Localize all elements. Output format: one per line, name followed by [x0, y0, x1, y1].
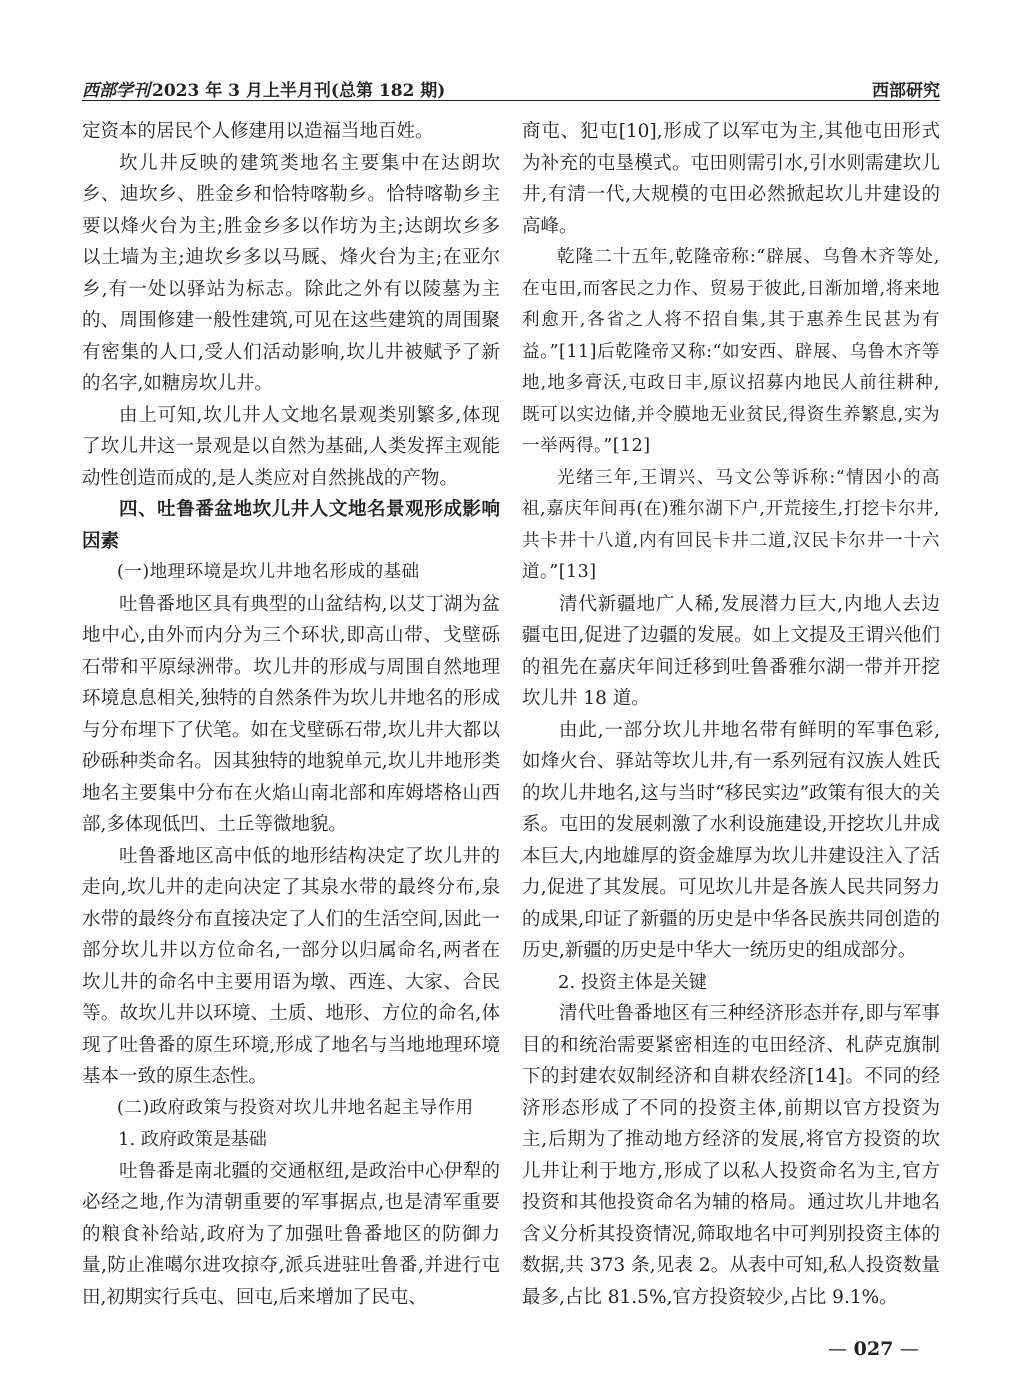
page-number-block: [828, 1338, 919, 1360]
dash-right: —: [899, 1338, 919, 1360]
journal-logo: 西部学刊: [82, 81, 150, 101]
page-number: 027: [853, 1338, 894, 1360]
left-column: [82, 116, 500, 1313]
paragraph: 由此,一部分坎儿井地名带有鲜明的军事色彩,如烽火台、驿站等坎儿井,有一系列冠有汉族人姓氏的坎儿井地名,这与当时“移民实边”政策有很大的关系。屯田的发展刺激了水利设施建设,开挖坎儿井成本巨大,内地雄厚的资金雄厚为坎儿井建设注入了活力,促进了其发展。可见坎儿井是各族人民共同努力的成果,印证了新疆的历史是中华各民族共同创造的历史,新疆的历史是中华大一统历史的组成部分。: [522, 719, 940, 961]
section-name: 西部研究: [872, 81, 940, 101]
paragraph: 定资本的居民个人修建用以造福当地百姓。: [82, 121, 434, 142]
item-heading: 1. 政府政策是基础: [118, 1129, 267, 1150]
journal-info: [82, 76, 445, 101]
paragraph: 吐鲁番地区具有典型的山盆结构,以艾丁湖为盆地中心,由外而内分为三个环状,即高山带、戈壁砾石带和平原绿洲带。坎儿井的形成与周围自然地理环境息息相关,独特的自然条件为坎儿井地名的形成与分布埋下了伏笔。如在戈壁砾石带,坎儿井大都以砂砾种类命名。因其独特的地貌单元,坎儿井地形类地名主要集中分布在火焰山南北部和库姆塔格山西部,多体现低凹、土丘等微地貌。: [82, 593, 500, 835]
page-header: [82, 72, 940, 102]
paragraph: 坎儿井反映的建筑类地名主要集中在达朗坎乡、迪坎乡、胜金乡和恰特喀勒乡。恰特喀勒乡主要以烽火台为主;胜金乡多以作坊为主;达朗坎乡多以土墙为主;迪坎乡多以马厩、烽火台为主;在亚尔乡,有一处以驿站为标志。除此之外有以陵墓为主的、周围修建一般性建筑,可见在这些建筑的周围聚有密集的人口,受人们活动影响,坎儿井被赋予了新的名字,如糖房坎儿井。: [82, 152, 500, 394]
header-rule: [82, 100, 940, 101]
paragraph: 清代新疆地广人稀,发展潜力巨大,内地人去边疆屯田,促进了边疆的发展。如上文提及王谓兴他们的祖先在嘉庆年间迁移到吐鲁番雅尔湖一带并开挖坎儿井 18 道。: [522, 593, 940, 709]
paragraph: 吐鲁番是南北疆的交通枢纽,是政治中心伊犁的必经之地,作为清朝重要的军事据点,也是清军重要的粮食补给站,政府为了加强吐鲁番地区的防御力量,防止准噶尔进攻掠夺,派兵进驻吐鲁番,并进行屯田,初期实行兵屯、回屯,后来增加了民屯、: [82, 1160, 500, 1308]
subsection-heading: (二)政府政策与投资对坎儿井地名起主导作用: [117, 1097, 474, 1118]
quotation: 光绪三年,王谓兴、马文公等诉称:“情因小的高祖,嘉庆年间再(在)雅尔湖下户,开荒接生,打挖卡尔井,共卡井十八道,内有回民卡井二道,汉民卡尔井一十六道。”[13]: [522, 467, 940, 582]
paragraph: 商屯、犯屯[10],形成了以军屯为主,其他屯田形式为补充的屯垦模式。屯田则需引水,引水则需建坎儿井,有清一代,大规模的屯田必然掀起坎儿井建设的高峰。: [522, 121, 940, 237]
paragraph: 由上可知,坎儿井人文地名景观类别繁多,体现了坎儿井这一景观是以自然为基础,人类发挥主观能动性创造而成的,是人类应对自然挑战的产物。: [82, 404, 500, 489]
paragraph: 清代吐鲁番地区有三种经济形态并存,即与军事目的和统治需要紧密相连的屯田经济、札萨克旗制下的封建农奴制经济和自耕农经济[14]。不同的经济形态形成了不同的投资主体,前期以官方投资为主,后期为了推动地方经济的发展,将官方投资的坎儿井让利于地方,形成了以私人投资命名为主,官方投资和其他投资命名为辅的格局。通过坎儿井地名含义分析其投资情况,筛取地名中可判别投资主体的数据,共 373 条,见表 2。从表中可知,私人投资数量最多,占比 81.5%,官方投资较少,占比 9.1%。: [522, 1003, 940, 1308]
section-heading: 四、吐鲁番盆地坎儿井人文地名景观形成影响因素: [82, 499, 500, 552]
dash-left: —: [828, 1338, 847, 1360]
right-column: [522, 116, 940, 1313]
paragraph: 吐鲁番地区高中低的地形结构决定了坎儿井的走向,坎儿井的走向决定了其泉水带的最终分布,泉水带的最终分布直接决定了人们的生活空间,因此一部分坎儿井以方位命名,一部分以归属命名,两者在坎儿井的命名中主要用语为墩、西连、大家、合民等。故坎儿井以环境、土质、地形、方位的命名,体现了吐鲁番的原生环境,形成了地名与当地地理环境基本一致的原生态性。: [82, 845, 500, 1087]
quotation: 乾隆二十五年,乾隆帝称:“辟展、乌鲁木齐等处,在屯田,而客民之力作、贸易于彼此,日渐加增,将来地利愈开,各省之人将不招自集,其于惠养生民甚为有益。”[11]后乾隆帝又称:“如安西、辟展、乌鲁木齐等地,地多膏沃,屯政日丰,原议招募内地民人前往耕种,既可以实边储,并令膜地无业贫民,得资生养繁息,实为一举两得。”[12]: [522, 247, 940, 456]
subsection-heading: (一)地理环境是坎儿井地名形成的基础: [117, 562, 420, 582]
item-heading: 2. 投资主体是关键: [558, 971, 707, 993]
issue-info: 2023 年 3 月上半月刊(总第 182 期): [152, 81, 446, 101]
